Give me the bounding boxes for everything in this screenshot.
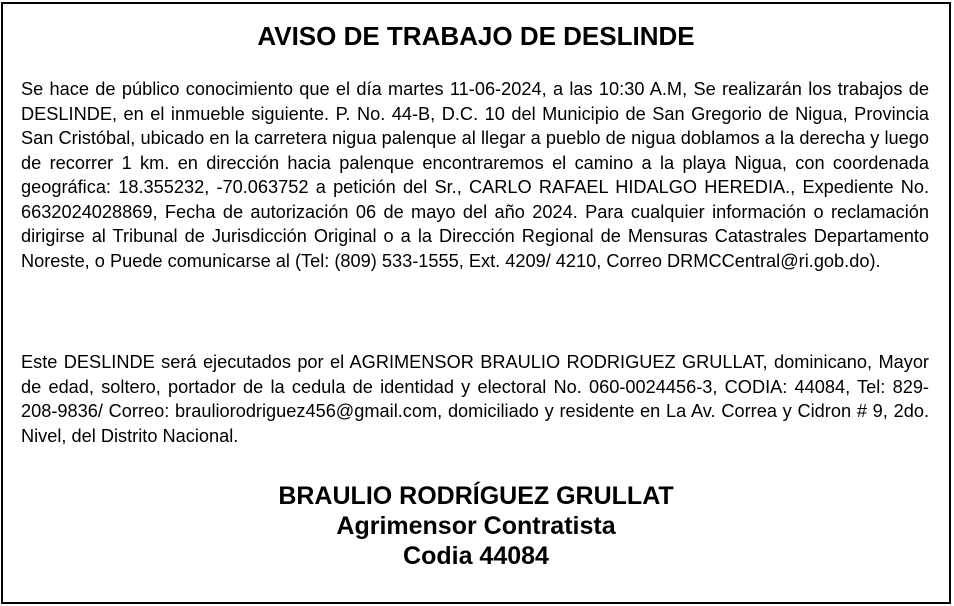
notice-paragraph-1: Se hace de público conocimiento que el día martes 11-06-2024, a las 10:30 A.M, Se realizarán los trabajos de DESLINDE, en el inmueble siguiente. P. No. 44-B, D.C. 10 del Municipio de San Gregorio de Nigua, Provincia San Cristóbal, ubicado en la carretera nigua palenque al llegar a pueblo de nigua doblamos a la derecha y luego de recorrer 1 km. en dirección hacia palenque encontraremos el camino a la playa Nigua, con coordenada geográfica: 18.355232, -70.063752 a petición del Sr., CARLO RAFAEL HIDALGO HEREDIA., Expediente No. 6632024028869, Fecha de autorización 06 de mayo del año 2024. Para cualquier información o reclamación dirigirse al Tribunal de Jurisdicción Original o a la Dirección Regional de Mensuras Catastrales Departamento Noreste, o Puede comunicarse al (Tel: (809) 533-1555, Ext. 4209/ 4210, Correo DRMCCentral@ri.gob.do). — [21, 79, 929, 271]
signature-name: BRAULIO RODRÍGUEZ GRULLAT — [278, 482, 674, 510]
notice-paragraph-2: Este DESLINDE será ejecutados por el AGRIMENSOR BRAULIO RODRIGUEZ GRULLAT, dominicano, Mayor de edad, soltero, portador de la cedula de identidad y electoral No. 060-0024456-3, CODIA: 44084, Tel: 829-208-9836/ Correo: brauliorodriguez456@gmail.com, domiciliado y residente en La Av. Correa y Cidron # 9, 2do. Nivel, del Distrito Nacional. — [21, 352, 929, 446]
signature-codia: Codia 44084 — [403, 542, 549, 570]
signature-role: Agrimensor Contratista — [336, 512, 616, 540]
notice-frame — [1, 2, 951, 604]
notice-title: AVISO DE TRABAJO DE DESLINDE — [257, 21, 695, 51]
